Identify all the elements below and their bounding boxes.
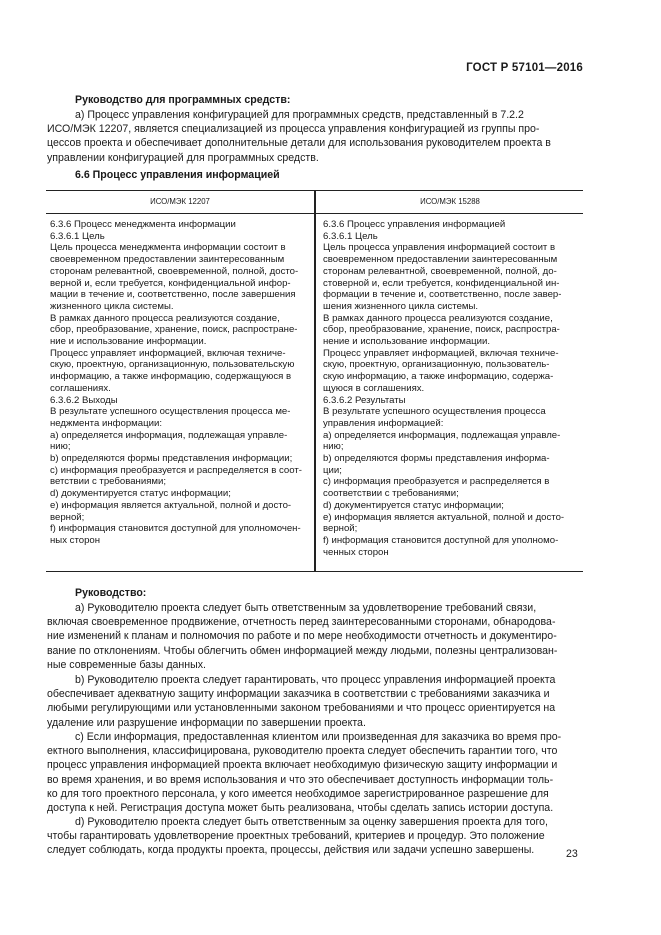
table-line: нию;: [323, 441, 344, 453]
table-line: скую информацию, а также информацию, содержа-: [323, 371, 554, 383]
table-line: ции;: [323, 464, 342, 476]
comparison-table: [46, 190, 583, 572]
text-line: цессов проекта и обеспечивает дополнительные детали для использования руководителем проекта в: [47, 137, 551, 150]
text-line: управлении конфигурацией для программных средств.: [47, 151, 319, 164]
text-line: ко для того проектного персонала, у кого имеется необходимое зарегистрированное разрешение для: [47, 787, 549, 800]
table-line: нение и использование информации.: [323, 336, 491, 348]
text-line: ИСО/МЭК 12207, является специализацией из процесса управления конфигурацией из группы про-: [47, 123, 540, 136]
table-line: 6.3.6.2 Результаты: [323, 394, 406, 406]
text-line: d) Руководителю проекта следует быть ответственным за оценку завершения проекта для того,: [75, 816, 548, 828]
table-header-left: ИСО/МЭК 12207: [150, 197, 210, 206]
table-header-right: ИСО/МЭК 15288: [420, 197, 480, 206]
table-line: своевременном предоставлении заинтересованным: [323, 254, 558, 266]
column-divider: [314, 191, 316, 571]
guidance-paragraph-b: [47, 673, 582, 730]
text-line: следует соблюдать, когда продукты проекта, процессы, действия или задачи успешно завершены.: [47, 844, 535, 857]
table-line: шения жизненного цикла системы.: [323, 300, 479, 312]
table-line: В результате успешного осуществления процесса: [323, 406, 546, 418]
table-line: управления информацией:: [323, 417, 444, 429]
table-line: ченных сторон: [323, 546, 389, 558]
text-line: процесс управления информацией проекта включает необходимую физическую защиту информации и: [47, 759, 558, 772]
text-line: b) Руководителю проекта следует гарантировать, что процесс управления информацией проекта: [75, 674, 556, 686]
table-line: ных сторон: [50, 534, 101, 546]
table-cell-left: [50, 219, 306, 547]
table-line: скую, проектную, организационную, пользователь-: [323, 359, 550, 371]
table-line: информацию, а также информацию, содержащуюся в: [50, 371, 292, 383]
table-line: В результате успешного осуществления процесса ме-: [50, 406, 291, 418]
text-line: ние изменений к планам и полномочия по работе и по мере необходимости отчетность и документиро-: [47, 630, 557, 643]
table-line: ветствии с требованиями;: [50, 476, 167, 488]
software-guidance-heading: Руководство для программных средств:: [75, 94, 291, 106]
text-line: во время хранения, и во время использования и что это обеспечивает доступность информации толь-: [47, 773, 554, 786]
table-line: скую, проектную, организационную, пользовательскую: [50, 359, 295, 371]
table-line: f) информация становится доступной для уполномо-: [323, 534, 559, 546]
table-line: нию;: [50, 441, 71, 453]
document-id: ГОСТ Р 57101—2016: [466, 62, 583, 74]
table-line: стоверной и, если требуется, конфиденциальной ин-: [323, 277, 560, 289]
guidance-paragraph-a: [47, 601, 582, 672]
text-line: а) Процесс управления конфигурацией для программных средств, представленный в 7.2.2: [75, 109, 524, 121]
table-line: сбор, преобразование, хранение, поиск, распростране-: [50, 324, 298, 336]
table-line: Цель процесса управления информацией состоит в: [323, 242, 556, 254]
text-line: включая своевременное продвижение, отчетность перед заинтересованными сторонами, обнародова-: [47, 616, 556, 629]
table-line: сбор, преобразование, хранение, поиск, распростра-: [323, 324, 560, 336]
table-line: верной и, если требуется, конфиденциальной инфор-: [50, 277, 291, 289]
table-line: неджмента информации:: [50, 417, 162, 429]
table-line: жизненного цикла системы.: [50, 300, 174, 312]
section-heading: 6.6 Процесс управления информацией: [75, 169, 280, 181]
text-line: доступа к ней. Регистрация доступа может быть реализована, чтобы сделать запись истории доступа.: [47, 802, 554, 815]
table-line: 6.3.6.2 Выходы: [50, 394, 118, 406]
table-line: В рамках данного процесса реализуются создание,: [323, 312, 553, 324]
software-guidance-paragraph: [47, 108, 582, 165]
table-line: d) документируется статус информации;: [323, 499, 504, 511]
table-line: с) информация преобразуется и распределяется в: [323, 476, 550, 488]
guidance-paragraph-d: [47, 815, 582, 858]
table-line: f) информация становится доступной для уполномочен-: [50, 523, 301, 535]
text-line: ные современные базы данных.: [47, 658, 206, 671]
table-line: е) информация является актуальной, полной и досто-: [323, 511, 565, 523]
table-line: Цель процесса менеджмента информации состоит в: [50, 242, 286, 254]
text-line: удаление или разрушение информации по завершении проекта.: [47, 716, 366, 729]
table-line: соглашениях.: [50, 382, 111, 394]
table-line: ние и использование информации.: [50, 336, 207, 348]
table-line: 6.3.6.1 Цель: [323, 230, 378, 242]
text-line: с) Если информация, предоставленная клиентом или произведенная для заказчика во время про-: [75, 731, 562, 743]
table-line: своевременном предоставлении заинтересованным: [50, 254, 285, 266]
table-line: а) определяется информация, подлежащая управле-: [323, 429, 561, 441]
table-line: b) определяются формы представления информации;: [50, 453, 293, 465]
table-line: верной;: [50, 511, 85, 523]
table-line: а) определяется информация, подлежащая управле-: [50, 429, 288, 441]
text-line: обеспечивает адекватную защиту информации заказчика в соответствии с требованиями заказчика и: [47, 688, 550, 701]
table-line: b) определяются формы представления информа-: [323, 453, 550, 465]
table-line: Процесс управляет информацией, включая техниче-: [50, 347, 286, 359]
table-line: сторонам релевантной, своевременной, полной, досто-: [50, 265, 299, 277]
table-line: Процесс управляет информацией, включая техниче-: [323, 347, 559, 359]
table-line: е) информация является актуальной, полной и досто-: [50, 499, 292, 511]
text-line: любыми регулирующими или установленными законом требованиями и что процесс ориентируется на: [47, 702, 556, 715]
table-line: 6.3.6.1 Цель: [50, 230, 105, 242]
table-line: верной;: [323, 523, 358, 535]
table-line: соответствии с требованиями;: [323, 488, 459, 500]
page-number: 23: [566, 848, 578, 860]
text-line: а) Руководителю проекта следует быть ответственным за удовлетворение требований связи,: [75, 602, 537, 614]
guidance-heading: Руководство:: [75, 587, 147, 599]
guidance-paragraph-c: [47, 730, 582, 815]
table-line: 6.3.6 Процесс управления информацией: [323, 219, 506, 230]
table-cell-right: [323, 219, 579, 558]
table-line: сторонам релевантной, своевременной, полной, до-: [323, 265, 557, 277]
text-line: вание по отклонениям. Чтобы облегчить обмен информацией между людьми, полезны централизован-: [47, 644, 558, 657]
table-line: мации в течение и, соответственно, после завершения: [50, 289, 296, 301]
text-line: чтобы гарантировать удовлетворение проектных требований, критериев и процедур. Это положение: [47, 830, 545, 843]
text-line: ектного выполнения, классифицирована, руководителю проекта следует обеспечить гарантии того, что: [47, 745, 558, 758]
table-line: 6.3.6 Процесс менеджмента информации: [50, 219, 236, 230]
table-line: формации в течение и, соответственно, после завер-: [323, 289, 562, 301]
table-line: d) документируется статус информации;: [50, 488, 231, 500]
table-line: щуюся в соглашениях.: [323, 382, 425, 394]
table-line: В рамках данного процесса реализуются создание,: [50, 312, 280, 324]
table-line: с) информация преобразуется и распределяется в соот-: [50, 464, 302, 476]
